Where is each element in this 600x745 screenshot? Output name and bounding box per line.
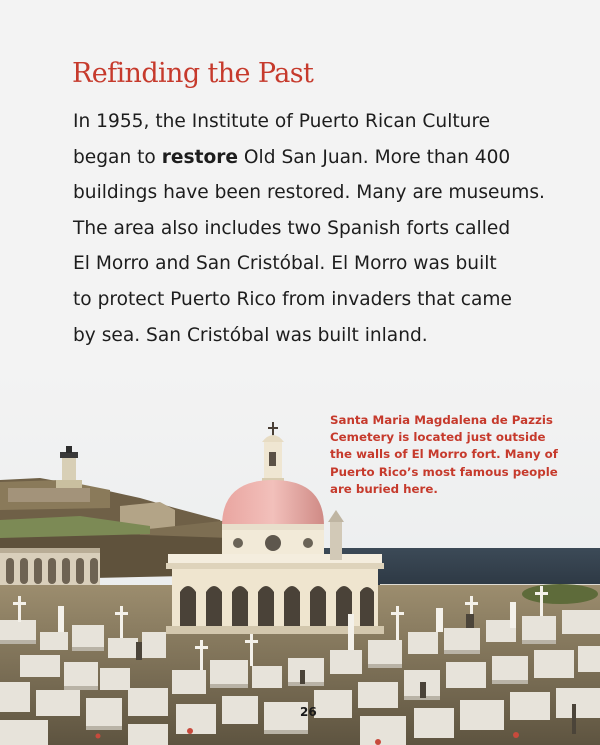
body-line-2 [73,140,593,176]
body-line-1: In 1955, the Institute of Puerto Rican Culture [73,111,491,132]
arcade-wall [0,548,100,588]
caption-line-2: Cemetery is located just outside [330,430,546,445]
body-line-3: buildings have been restored. Many are museums. [73,182,545,204]
body-line-6: to protect Puerto Rico from invaders that came [73,288,512,310]
page-number: 26 [300,705,317,719]
body-line-5: El Morro and San Cristóbal. El Morro was built [73,253,497,275]
caption-line-3: the walls of El Morro fort. Many of [330,447,558,462]
body-line-2-end: Old San Juan. More than 400 [238,146,511,168]
body-paragraph [73,104,593,353]
body-line-4: The area also includes two Spanish forts called [73,217,511,239]
body-line-2-start: began to [73,146,162,168]
caption-line-5: are buried here. [330,481,438,496]
vocabulary-word-restore: restore [161,146,239,168]
section-heading: Refinding the Past [72,58,314,89]
photo-caption [330,412,600,498]
caption-line-4: Puerto Rico’s most famous people [330,464,558,479]
caption-line-1: Santa Maria Magdalena de Pazzis [330,413,553,427]
body-line-7: by sea. San Cristóbal was built inland. [73,324,428,346]
